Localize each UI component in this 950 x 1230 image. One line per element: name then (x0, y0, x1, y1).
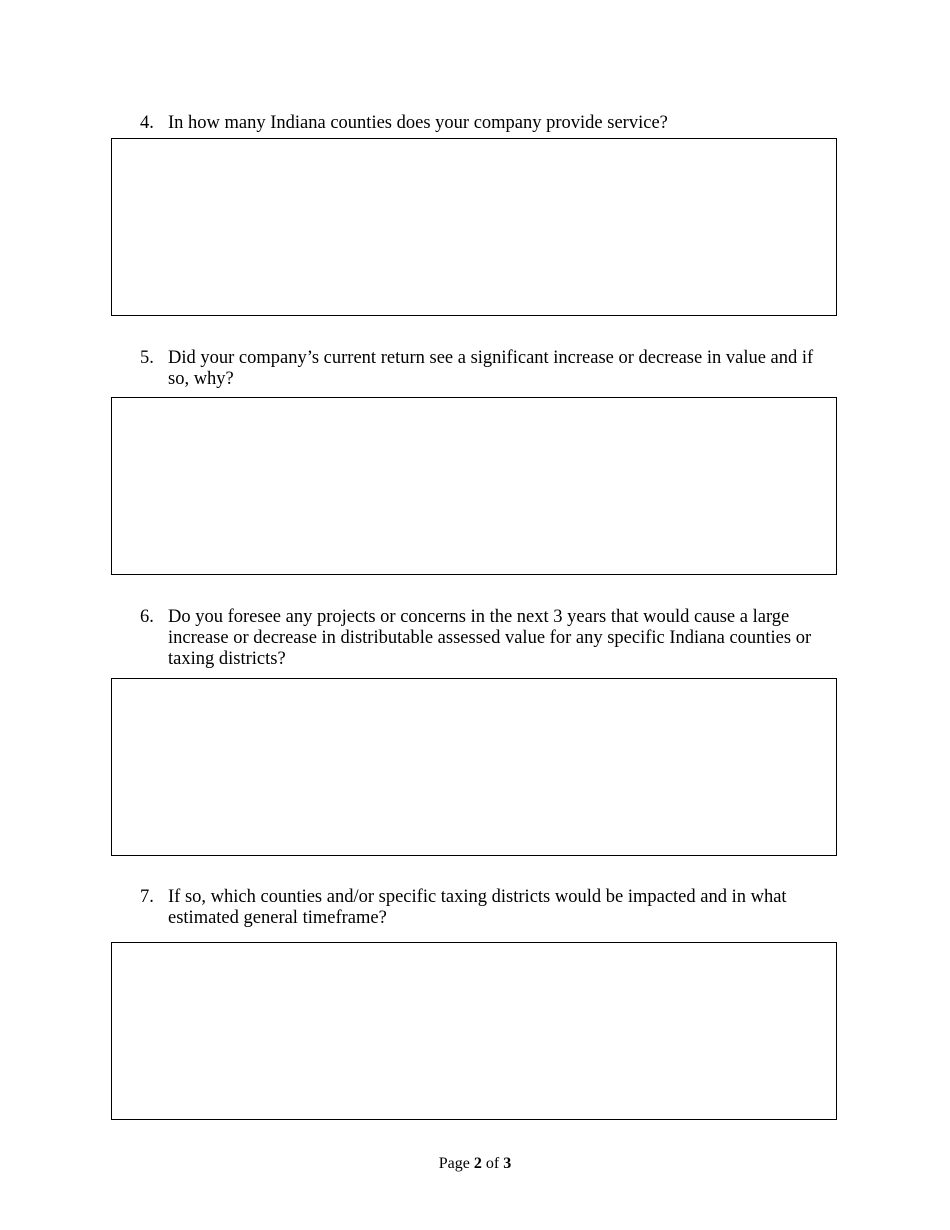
current-page-number: 2 (473, 1155, 482, 1172)
question-text: Did your company’s current return see a significant increase or decrease in value and if so, why? (168, 348, 814, 389)
page-label: Page (438, 1155, 470, 1172)
question-number: 5. (140, 348, 154, 368)
question-6 (140, 607, 830, 670)
question-5 (140, 348, 830, 390)
question-number: 7. (140, 887, 154, 907)
answer-box-7[interactable] (111, 942, 837, 1120)
question-text: If so, which counties and/or specific taxing districts would be impacted and in what estimated general timeframe? (168, 887, 787, 928)
answer-box-6[interactable] (111, 678, 837, 856)
page-footer (0, 1154, 950, 1174)
total-pages-number: 3 (503, 1155, 512, 1172)
question-number: 6. (140, 607, 154, 627)
question-text: Do you foresee any projects or concerns in the next 3 years that would cause a large increase or decrease in distributable assessed value for any specific Indiana counties or taxing districts? (168, 607, 812, 669)
of-label: of (485, 1155, 500, 1172)
question-4 (140, 113, 830, 134)
answer-box-5[interactable] (111, 397, 837, 575)
question-7 (140, 887, 830, 929)
answer-box-4[interactable] (111, 138, 837, 316)
question-text: In how many Indiana counties does your company provide service? (168, 113, 668, 133)
question-number: 4. (140, 113, 154, 133)
